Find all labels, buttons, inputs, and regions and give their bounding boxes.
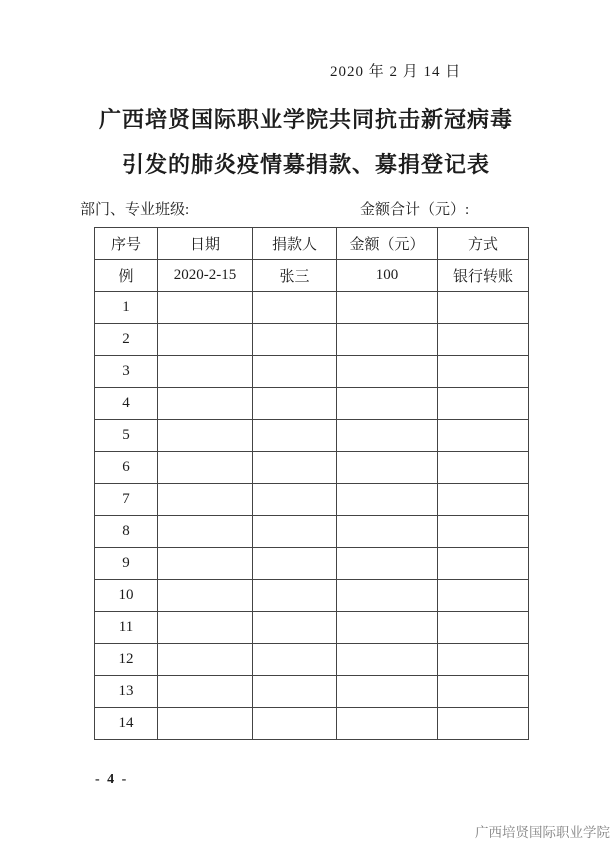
- table-row: [95, 548, 529, 580]
- table-cell: [253, 580, 337, 612]
- table-cell: [253, 420, 337, 452]
- table-cell: [158, 292, 253, 324]
- table-cell: [438, 644, 529, 676]
- table-cell: [253, 516, 337, 548]
- table-cell: [253, 708, 337, 740]
- table-cell: 5: [95, 420, 158, 452]
- footer-watermark: 广西培贤国际职业学院: [475, 825, 610, 840]
- table-row: [95, 452, 529, 484]
- table-cell: [337, 644, 438, 676]
- table-cell: [158, 548, 253, 580]
- table-cell: [158, 580, 253, 612]
- table-cell: [438, 580, 529, 612]
- table-cell: [438, 676, 529, 708]
- donation-table-body: [95, 228, 529, 740]
- table-cell: [438, 708, 529, 740]
- table-cell: [438, 420, 529, 452]
- table-cell: 8: [95, 516, 158, 548]
- table-cell: 6: [95, 452, 158, 484]
- table-cell: [158, 676, 253, 708]
- table-cell: 捐款人: [253, 228, 337, 260]
- table-cell: 银行转账: [438, 260, 529, 292]
- table-cell: 10: [95, 580, 158, 612]
- table-cell: [158, 356, 253, 388]
- table-cell: [158, 708, 253, 740]
- table-cell: 7: [95, 484, 158, 516]
- table-cell: 12: [95, 644, 158, 676]
- table-cell: 14: [95, 708, 158, 740]
- table-cell: 金额（元）: [337, 228, 438, 260]
- table-cell: [337, 356, 438, 388]
- table-row: [95, 292, 529, 324]
- table-cell: [158, 324, 253, 356]
- table-row: [95, 356, 529, 388]
- table-example-row: [95, 260, 529, 292]
- document-title-line2: 引发的肺炎疫情募捐款、募捐登记表: [121, 152, 490, 177]
- table-row: [95, 324, 529, 356]
- table-header-row: [95, 228, 529, 260]
- table-cell: [158, 388, 253, 420]
- table-cell: [253, 644, 337, 676]
- table-cell: [253, 484, 337, 516]
- table-cell: 方式: [438, 228, 529, 260]
- table-cell: 例: [95, 260, 158, 292]
- table-cell: [438, 292, 529, 324]
- donation-table: [94, 227, 529, 740]
- table-cell: [337, 324, 438, 356]
- table-cell: [438, 452, 529, 484]
- table-cell: 2: [95, 324, 158, 356]
- table-cell: 1: [95, 292, 158, 324]
- table-cell: [158, 420, 253, 452]
- table-cell: [438, 516, 529, 548]
- table-cell: [337, 452, 438, 484]
- table-cell: 张三: [253, 260, 337, 292]
- table-cell: 9: [95, 548, 158, 580]
- table-row: [95, 676, 529, 708]
- table-cell: [337, 612, 438, 644]
- table-cell: 3: [95, 356, 158, 388]
- table-cell: [438, 548, 529, 580]
- table-cell: [337, 548, 438, 580]
- table-cell: [438, 484, 529, 516]
- table-cell: [253, 292, 337, 324]
- table-cell: [337, 484, 438, 516]
- table-cell: 序号: [95, 228, 158, 260]
- table-row: [95, 516, 529, 548]
- department-class-label: 部门、专业班级:: [80, 202, 190, 218]
- page-number: - 4 -: [95, 772, 129, 787]
- table-cell: 11: [95, 612, 158, 644]
- table-cell: [253, 324, 337, 356]
- table-cell: [253, 612, 337, 644]
- table-cell: [158, 644, 253, 676]
- table-cell: [438, 388, 529, 420]
- document-date: 2020 年 2 月 14 日: [330, 64, 462, 80]
- table-cell: [337, 516, 438, 548]
- table-cell: [337, 708, 438, 740]
- table-cell: [337, 292, 438, 324]
- table-row: [95, 420, 529, 452]
- table-cell: [253, 356, 337, 388]
- table-row: [95, 580, 529, 612]
- table-cell: 100: [337, 260, 438, 292]
- table-cell: [253, 388, 337, 420]
- table-cell: 日期: [158, 228, 253, 260]
- table-cell: [337, 580, 438, 612]
- table-cell: [337, 676, 438, 708]
- table-row: [95, 612, 529, 644]
- table-cell: [253, 452, 337, 484]
- table-row: [95, 708, 529, 740]
- table-row: [95, 644, 529, 676]
- table-cell: [158, 612, 253, 644]
- table-cell: [158, 452, 253, 484]
- table-cell: [158, 516, 253, 548]
- table-cell: 13: [95, 676, 158, 708]
- table-cell: [438, 356, 529, 388]
- table-cell: [337, 388, 438, 420]
- table-cell: [158, 484, 253, 516]
- table-cell: [337, 420, 438, 452]
- table-cell: [438, 612, 529, 644]
- table-cell: [253, 676, 337, 708]
- document-title-line1: 广西培贤国际职业学院共同抗击新冠病毒: [98, 107, 513, 132]
- amount-total-label: 金额合计（元）:: [360, 202, 470, 218]
- table-cell: 4: [95, 388, 158, 420]
- table-cell: 2020-2-15: [158, 260, 253, 292]
- table-cell: [253, 548, 337, 580]
- table-cell: [438, 324, 529, 356]
- table-row: [95, 388, 529, 420]
- table-row: [95, 484, 529, 516]
